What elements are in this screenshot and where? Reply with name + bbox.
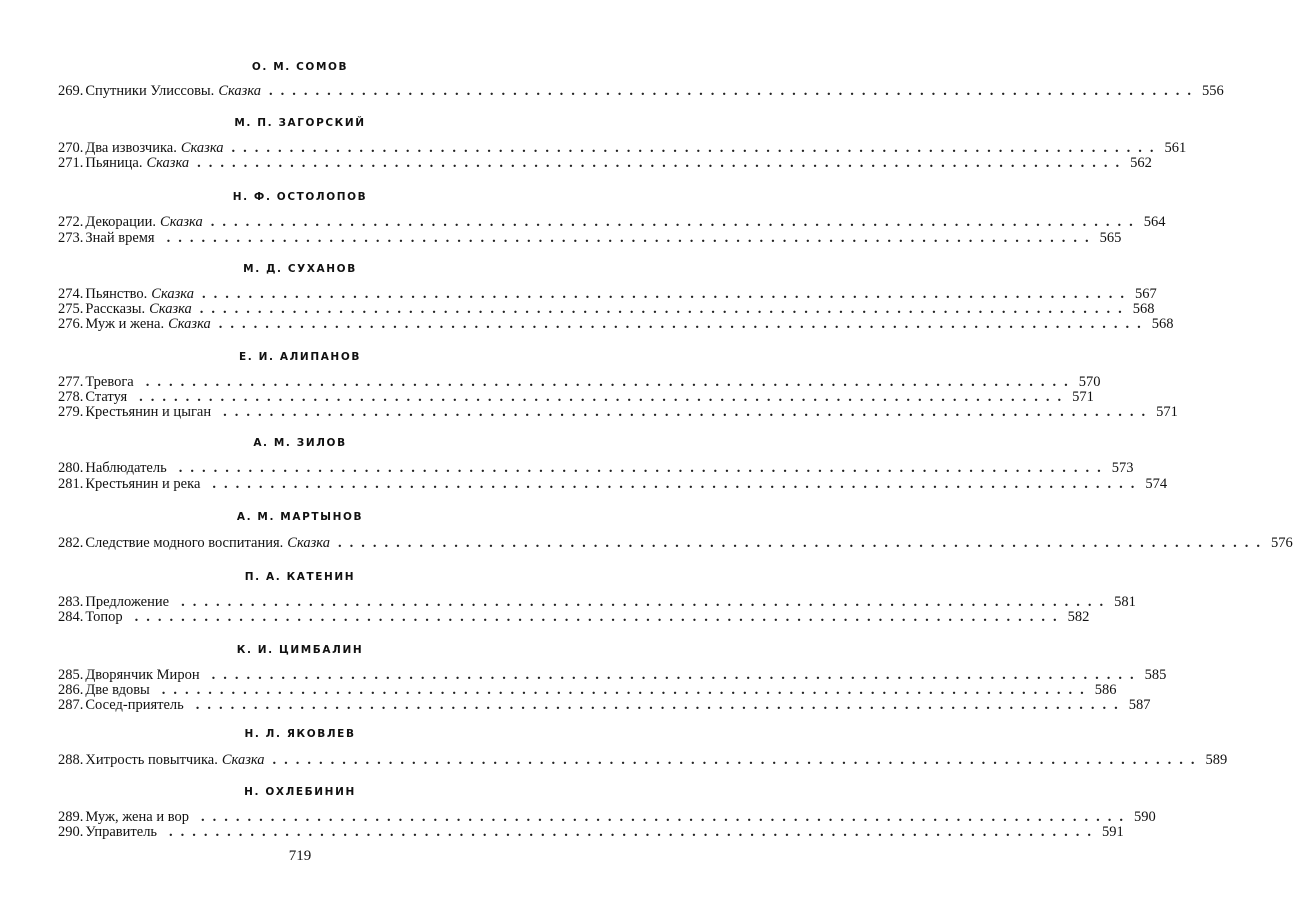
dot-leader: ................................................................................ [231, 140, 1162, 156]
entry-title: Пьянство. [85, 286, 148, 302]
toc-entry [58, 230, 1122, 246]
dot-leader: ................................................................................ [139, 389, 1070, 405]
entry-page: 591 [1102, 824, 1124, 840]
dot-leader: ................................................................................ [210, 214, 1141, 230]
entry-number: 270. [58, 140, 84, 156]
dot-leader: ................................................................................ [197, 155, 1128, 171]
dot-leader: ................................................................................ [199, 301, 1130, 317]
dot-leader: ................................................................................ [201, 286, 1132, 302]
entry-genre: Сказка [287, 535, 330, 551]
author-heading: Н. Л. ЯКОВЛЕВ [244, 728, 356, 740]
toc-entry [58, 286, 1157, 302]
toc-entry [58, 824, 1124, 840]
entry-number: 274. [58, 286, 84, 302]
entry-number: 287. [58, 697, 84, 713]
entry-title: Знай время [85, 230, 155, 246]
toc-entry [58, 460, 1134, 476]
author-heading: Е. И. АЛИПАНОВ [239, 351, 361, 363]
toc-entry [58, 155, 1152, 171]
entry-number: 275. [58, 301, 84, 317]
entry-title: Крестьянин и цыган [85, 404, 212, 420]
entry-page: 571 [1072, 389, 1094, 405]
dot-leader: ................................................................................ [211, 667, 1142, 683]
entry-number: 290. [58, 824, 84, 840]
entry-genre: Сказка [146, 155, 190, 171]
entry-genre: Сказка [149, 301, 192, 317]
author-heading: А. М. МАРТЫНОВ [236, 511, 364, 523]
entry-page: 565 [1099, 230, 1122, 246]
entry-number: 269. [58, 83, 84, 99]
entry-title: Тревога [85, 374, 134, 390]
dot-leader: ................................................................................ [200, 809, 1131, 825]
dot-leader: ................................................................................ [181, 594, 1112, 610]
author-heading: М. П. ЗАГОРСКИЙ [234, 117, 366, 129]
toc-entry [58, 809, 1156, 825]
entry-page: 556 [1201, 83, 1224, 99]
toc-entry [58, 667, 1167, 683]
entry-number: 273. [58, 230, 84, 246]
entry-page: 576 [1270, 535, 1293, 551]
entry-page: 568 [1151, 316, 1174, 332]
entry-number: 289. [58, 809, 84, 825]
entry-title: Управитель [85, 824, 158, 840]
toc-entry [58, 594, 1136, 610]
entry-number: 285. [58, 667, 84, 683]
entry-genre: Сказка [218, 83, 261, 99]
entry-title: Предложение [85, 594, 170, 610]
dot-leader: ................................................................................ [195, 697, 1126, 713]
author-heading: М. Д. СУХАНОВ [243, 263, 357, 275]
entry-page: 581 [1114, 594, 1136, 610]
entry-genre: Сказка [160, 214, 203, 230]
author-heading: А. М. ЗИЛОВ [253, 437, 347, 449]
dot-leader: ................................................................................ [337, 535, 1268, 551]
entry-title: Муж, жена и вор [85, 809, 189, 825]
entry-page: 586 [1094, 682, 1117, 698]
entry-genre: Сказка [168, 316, 211, 332]
dot-leader: ................................................................................ [212, 476, 1143, 492]
entry-genre: Сказка [180, 140, 224, 156]
entry-title: Следствие модного воспитания. [85, 535, 284, 551]
entry-page: 571 [1156, 404, 1178, 420]
toc-entry [58, 609, 1090, 625]
author-heading: Н. Ф. ОСТОЛОПОВ [232, 191, 368, 203]
entry-title: Сосед-приятель [85, 697, 184, 713]
author-heading: П. А. КАТЕНИН [244, 571, 356, 583]
dot-leader: ................................................................................ [166, 230, 1097, 246]
entry-number: 276. [58, 316, 84, 332]
dot-leader: ................................................................................ [218, 316, 1149, 332]
entry-number: 271. [58, 155, 84, 171]
dot-leader: ................................................................................ [178, 460, 1109, 476]
toc-entry [58, 316, 1174, 332]
entry-title: Статуя [85, 389, 128, 405]
author-heading: Н. ОХЛЕБИНИН [244, 786, 356, 798]
dot-leader: ................................................................................ [161, 682, 1092, 698]
dot-leader: ................................................................................ [223, 404, 1154, 420]
dot-leader: ................................................................................ [268, 83, 1199, 99]
entry-page: 574 [1145, 476, 1168, 492]
entry-page: 573 [1111, 460, 1134, 476]
entry-title: Дворянчик Мирон [85, 667, 200, 683]
author-heading: О. М. СОМОВ [251, 61, 349, 73]
toc-entry [58, 476, 1168, 492]
entry-page: 585 [1144, 667, 1167, 683]
entry-page: 562 [1130, 155, 1152, 171]
entry-title: Наблюдатель [85, 460, 167, 476]
entry-number: 283. [58, 594, 84, 610]
author-heading: К. И. ЦИМБАЛИН [236, 644, 364, 656]
entry-number: 282. [58, 535, 84, 551]
toc-entry [58, 404, 1178, 420]
entry-page: 568 [1132, 301, 1155, 317]
entry-number: 281. [58, 476, 84, 492]
entry-title: Топор [85, 609, 123, 625]
toc-entry [58, 374, 1101, 390]
entry-page: 589 [1205, 752, 1228, 768]
entry-title: Муж и жена. [85, 316, 165, 332]
entry-page: 561 [1164, 140, 1187, 156]
entry-page: 582 [1067, 609, 1090, 625]
entry-page: 570 [1078, 374, 1101, 390]
entry-title: Пьяница. [85, 155, 143, 171]
dot-leader: ................................................................................ [169, 824, 1100, 840]
entry-number: 279. [58, 404, 84, 420]
entry-page: 590 [1133, 809, 1156, 825]
toc-entry [58, 535, 1293, 551]
entry-page: 567 [1134, 286, 1157, 302]
toc-entry [58, 301, 1155, 317]
entry-genre: Сказка [221, 752, 265, 768]
entry-number: 278. [58, 389, 84, 405]
entry-page: 587 [1128, 697, 1151, 713]
dot-leader: ................................................................................ [134, 609, 1065, 625]
entry-number: 272. [58, 214, 84, 230]
toc-entry [58, 389, 1094, 405]
entry-genre: Сказка [151, 286, 194, 302]
entry-title: Декорации. [85, 214, 157, 230]
toc-entry [58, 214, 1166, 230]
entry-title: Спутники Улиссовы. [85, 83, 215, 99]
entry-number: 286. [58, 682, 84, 698]
entry-title: Рассказы. [85, 301, 146, 317]
toc-entry [58, 83, 1224, 99]
entry-page: 564 [1143, 214, 1166, 230]
toc-entry [58, 140, 1187, 156]
entry-number: 280. [58, 460, 84, 476]
entry-title: Две вдовы [85, 682, 150, 698]
toc-entry [58, 697, 1151, 713]
entry-title: Хитрость повытчика. [85, 752, 218, 768]
entry-title: Крестьянин и река [85, 476, 201, 492]
entry-number: 288. [58, 752, 84, 768]
entry-number: 277. [58, 374, 84, 390]
toc-entry [58, 682, 1117, 698]
dot-leader: ................................................................................ [272, 752, 1203, 768]
entry-title: Два извозчика. [85, 140, 177, 156]
page-number: 719 [288, 848, 312, 864]
toc-entry [58, 752, 1228, 768]
entry-number: 284. [58, 609, 84, 625]
dot-leader: ................................................................................ [145, 374, 1076, 390]
